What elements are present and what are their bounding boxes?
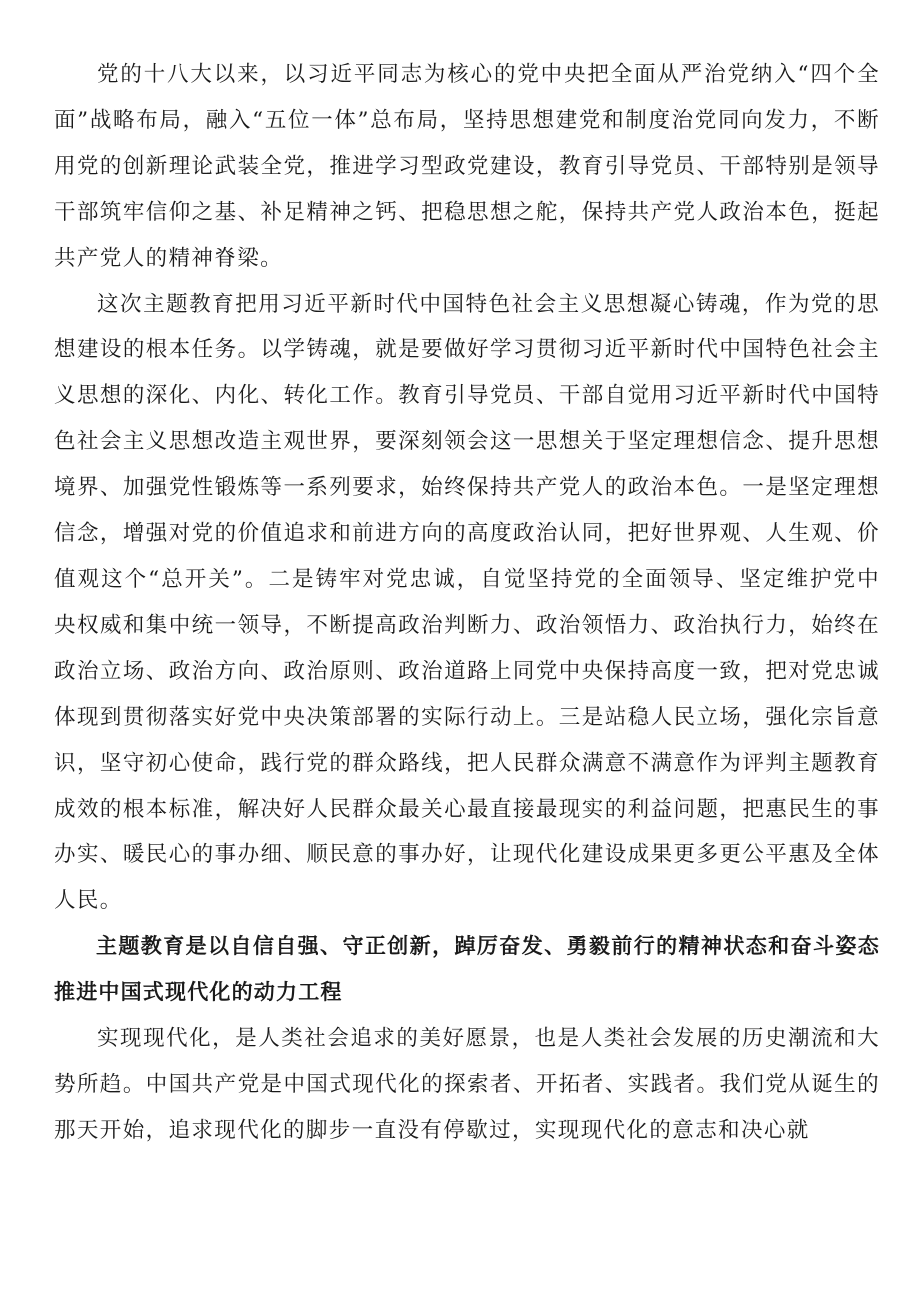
- section-heading: 主题教育是以自信自强、守正创新，踔厉奋发、勇毅前行的精神状态和奋斗姿态推进中国式现代化的动力工程: [54, 934, 880, 1005]
- paragraph-theme-education: 这次主题教育把用习近平新时代中国特色社会主义思想凝心铸魂，作为党的思想建设的根本任务。以学铸魂，就是要做好学习贯彻习近平新时代中国特色社会主义思想的深化、内化、转化工作。教育引导党员、干部自觉用习近平新时代中国特色社会主义思想改造主观世界，要深刻领会这一思想关于坚定理想信念、提升思想境界、加强党性锻炼等一系列要求，始终保持共产党人的政治本色。一是坚定理想信念，增强对党的价值追求和前进方向的高度政治认同，把好世界观、人生观、价值观这个“总开关”。二是铸牢对党忠诚，自觉坚持党的全面领导、坚定维护党中央权威和集中统一领导，不断提高政治判断力、政治领悟力、政治执行力，始终在政治立场、政治方向、政治原则、政治道路上同党中央保持高度一致，把对党忠诚体现到贯彻落实好党中央决策部署的实际行动上。三是站稳人民立场，强化宗旨意识，坚守初心使命，践行党的群众路线，把人民群众满意不满意作为评判主题教育成效的根本标准，解决好人民群众最关心最直接最现实的利益问题，把惠民生的事办实、暖民心的事办细、顺民意的事办好，让现代化建设成果更多更公平惠及全体人民。: [54, 291, 880, 914]
- paragraph-party-building: 党的十八大以来，以习近平同志为核心的党中央把全面从严治党纳入“四个全面”战略布局，融入“五位一体”总布局，坚持思想建党和制度治党同向发力，不断用党的创新理论武装全党，推进学习型政党建设，教育引导党员、干部特别是领导干部筑牢信仰之基、补足精神之钙、把稳思想之舵，保持共产党人政治本色，挺起共产党人的精神脊梁。: [54, 62, 880, 271]
- paragraph-modernization: 实现现代化，是人类社会追求的美好愿景，也是人类社会发展的历史潮流和大势所趋。中国共产党是中国式现代化的探索者、开拓者、实践者。我们党从诞生的那天开始，追求现代化的脚步一直没有停歇过，实现现代化的意志和决心就: [54, 1026, 880, 1143]
- document-page: [54, 52, 880, 1154]
